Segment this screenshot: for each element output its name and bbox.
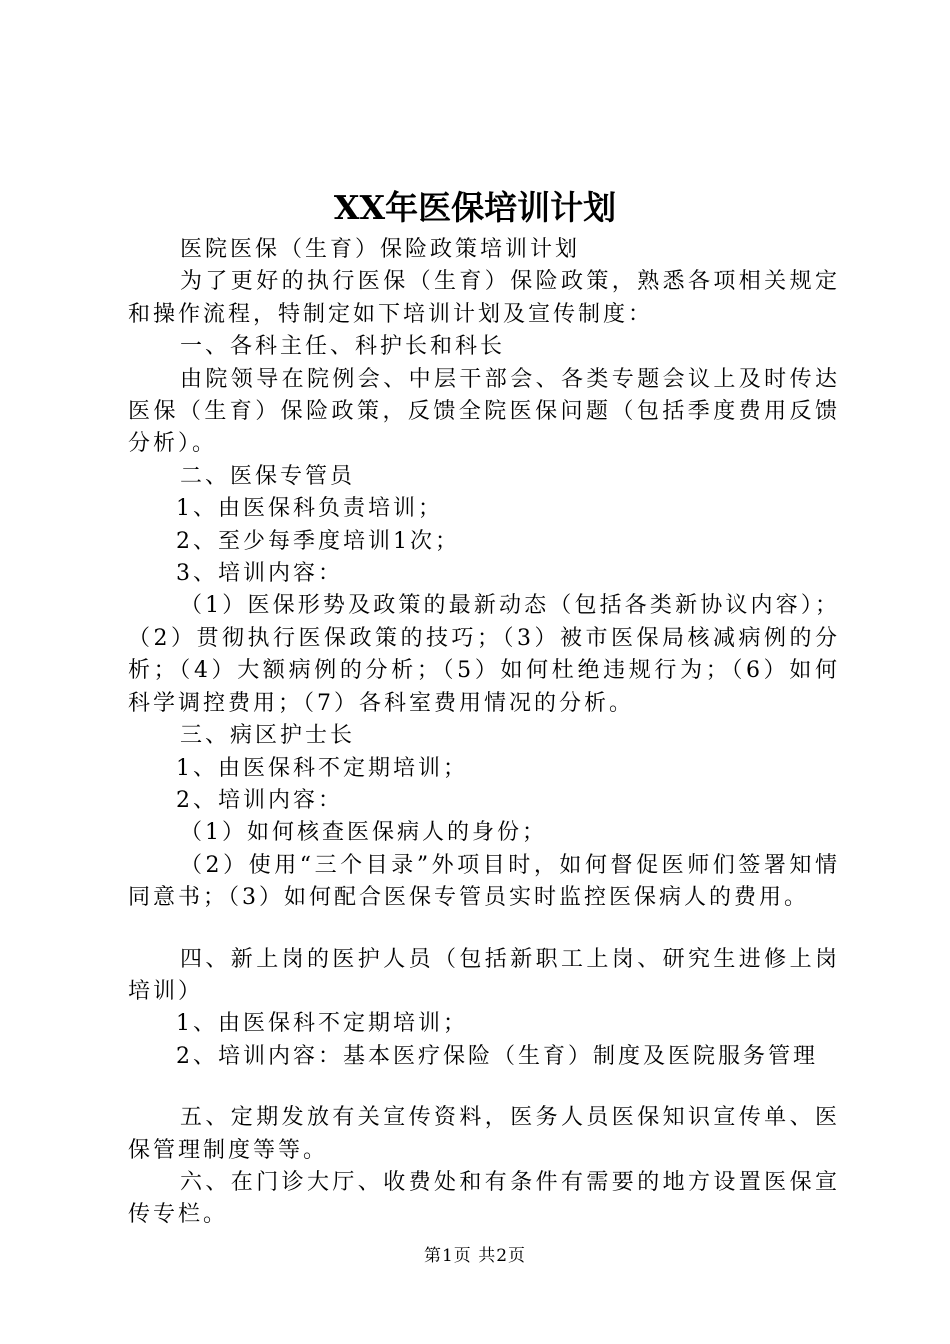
list-item: 2、培训内容： — [176, 787, 343, 813]
list-item: 2、培训内容：基本医疗保险（生育）制度及医院服务管理 — [176, 1043, 818, 1069]
paragraph-section-1: 由院领导在院例会、中层干部会、各类专题会议上及时传达医保（生育）保险政策，反馈全院医保问题（包括季度费用反馈分析）。 — [128, 366, 840, 457]
section-heading-4: 四、新上岗的医护人员（包括新职工上岗、研究生进修上岗培训） — [128, 946, 840, 1004]
list-item: 1、由医保科不定期培训； — [176, 1011, 468, 1037]
list-item: 1、由医保科负责培训； — [176, 496, 443, 522]
list-item: （1）如何核查医保病人的身份； — [180, 820, 547, 846]
section-heading-3: 三、病区护士长 — [180, 723, 356, 749]
page-footer: 第1页 共2页 — [423, 1246, 527, 1266]
paragraph-training-content-3: （2）使用“三个目录”外项目时，如何督促医师们签署知情同意书；（3）如何配合医保专管员实时监控医保病人的费用。 — [128, 852, 840, 911]
paragraph-spacer — [128, 1073, 840, 1102]
paragraph-spacer — [128, 915, 840, 944]
list-item: 1、由医保科不定期培训； — [176, 755, 468, 781]
list-item: 3、培训内容： — [176, 561, 343, 587]
section-heading-6: 六、在门诊大厅、收费处和有条件有需要的地方设置医保宣传专栏。 — [128, 1169, 840, 1228]
section-heading-2: 二、医保专管员 — [180, 463, 356, 489]
paragraph-intro: 为了更好的执行医保（生育）保险政策，熟悉各项相关规定和操作流程，特制定如下培训计划及宣传制度： — [128, 269, 840, 327]
section-heading-1: 一、各科主任、科护长和科长 — [180, 334, 506, 360]
paragraph-training-content-2: （1）医保形势及政策的最新动态（包括各类新协议内容）；（2）贯彻执行医保政策的技巧；（3）被市医保局核减病例的分析；（4）大额病例的分析；（5）如何杜绝违规行为；（6）如何科学调控费用；（7）各科室费用情况的分析。 — [128, 593, 840, 716]
paragraph-subtitle: 医院医保（生育）保险政策培训计划 — [180, 237, 581, 262]
section-heading-5: 五、定期发放有关宣传资料，医务人员医保知识宣传单、医保管理制度等等。 — [128, 1105, 840, 1163]
document-title: XX年医保培训计划 — [333, 188, 617, 227]
document-body — [128, 234, 840, 1232]
list-item: 2、至少每季度培训1次； — [176, 528, 460, 554]
